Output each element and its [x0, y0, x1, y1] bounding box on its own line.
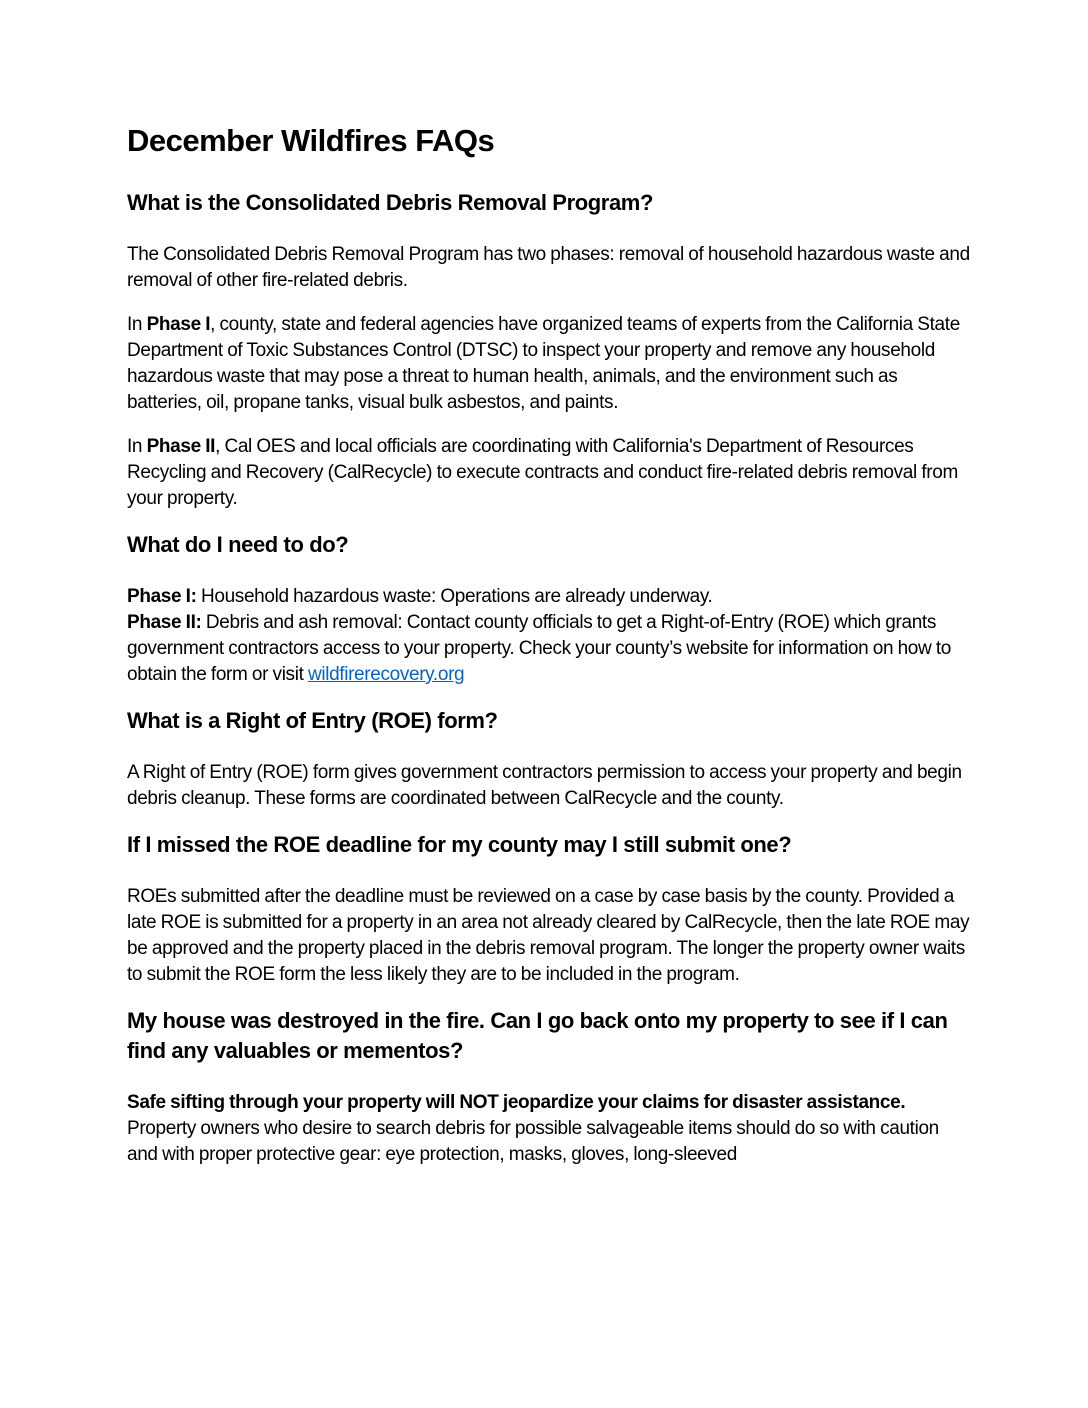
answer-paragraph — [127, 584, 972, 688]
question-heading-missed-deadline: If I missed the ROE deadline for my county may I still submit one? — [127, 832, 792, 857]
bold-run: Phase I — [146, 314, 211, 335]
text-run: Debris and ash removal: Contact county officials to get a Right-of-Entry (ROE) which grants government contractors access to your property. Check your county’s website for information on how to obtain the form or visit — [127, 612, 951, 685]
bold-run: Phase I: — [127, 586, 197, 607]
answer-paragraph — [127, 1090, 972, 1168]
question-heading-debris-program: What is the Consolidated Debris Removal Program? — [127, 190, 654, 215]
question-heading-return-to-property: My house was destroyed in the fire. Can I go back onto my property to see if I can find any valuables or mementos? — [127, 1008, 948, 1063]
question-heading-what-to-do: What do I need to do? — [127, 532, 349, 557]
question-heading-roe-form: What is a Right of Entry (ROE) form? — [127, 708, 498, 733]
text-run: Household hazardous waste: Operations are already underway. — [196, 586, 713, 607]
document-title: December Wildfires FAQs — [127, 123, 495, 158]
bold-run: Phase II: — [127, 612, 202, 633]
text-run: ROEs submitted after the deadline must be reviewed on a case by case basis by the county. Provided a late ROE is submitted for a property in an area not already cleared by CalRecycle, then the late ROE may be approved and the property placed in the debris removal program. The longer the property owner waits to submit the ROE form the less likely they are to be included in the program. — [127, 886, 970, 985]
wildfirerecovery-link[interactable]: wildfirerecovery.org — [307, 664, 465, 685]
text-run: The Consolidated Debris Removal Program has two phases: removal of household hazardous waste and removal of other fire-related debris. — [127, 244, 970, 291]
text-run: In — [127, 436, 147, 457]
answer-paragraph — [127, 242, 972, 294]
text-run: A Right of Entry (ROE) form gives government contractors permission to access your property and begin debris cleanup. These forms are coordinated between CalRecycle and the county. — [127, 762, 962, 809]
text-run: Property owners who desire to search debris for possible salvageable items should do so with caution and with proper protective gear: eye protection, masks, gloves, long-sleeved — [127, 1118, 939, 1165]
text-run: In — [127, 314, 147, 335]
text-run: , county, state and federal agencies have organized teams of experts from the California State Department of Toxic Substances Control (DTSC) to inspect your property and remove any household hazardous waste that may pose a threat to human health, animals, and the environment such as batteries, oil, propane tanks, visual bulk asbestos, and paints. — [127, 314, 960, 413]
bold-run: Phase II — [146, 436, 216, 457]
answer-paragraph — [127, 312, 972, 416]
answer-paragraph — [127, 434, 972, 512]
answer-paragraph — [127, 884, 972, 988]
bold-run: Safe sifting through your property will NOT jeopardize your claims for disaster assistance. — [127, 1092, 906, 1113]
text-run: , Cal OES and local officials are coordinating with California's Department of Resources Recycling and Recovery (CalRecycle) to execute contracts and conduct fire-related debris removal from your property. — [127, 436, 958, 509]
answer-paragraph — [127, 760, 972, 812]
